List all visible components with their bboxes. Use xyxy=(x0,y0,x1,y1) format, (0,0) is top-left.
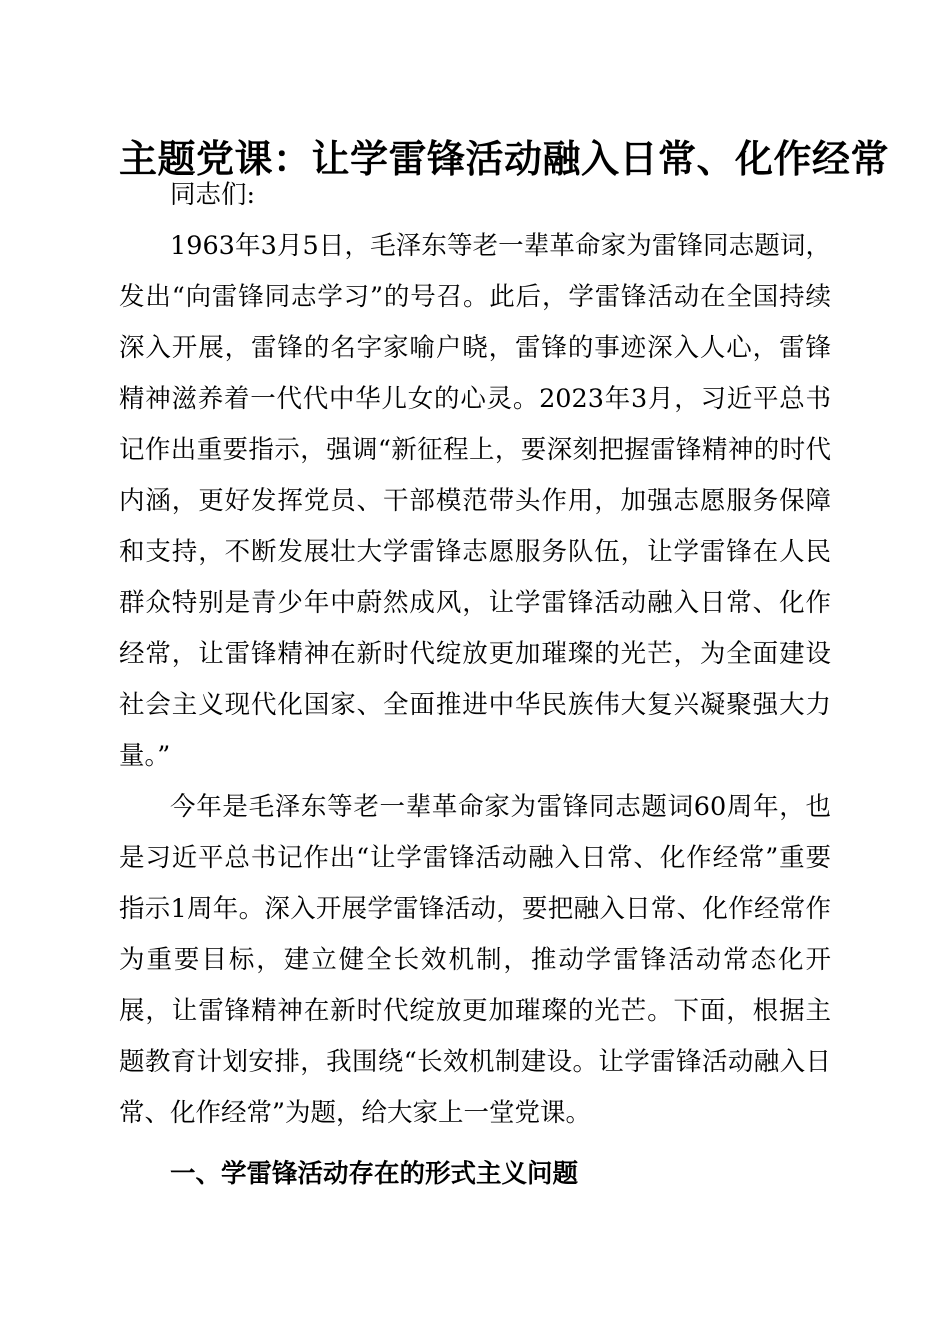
document-body xyxy=(119,170,831,1200)
document-title: 主题党课：让学雷锋活动融入日常、化作经常 xyxy=(119,136,890,181)
paragraph-2: 今年是毛泽东等老一辈革命家为雷锋同志题词60周年，也是习近平总书记作出“让学雷锋活动融入日常、化作经常”重要指示1周年。深入开展学雷锋活动，要把融入日常、化作经常作为重要目标，建立健全长效机制，推动学雷锋活动常态化开展，让雷锋精神在新时代绽放更加璀璨的光芒。下面，根据主题教育计划安排，我围绕“长效机制建设。让学雷锋活动融入日常、化作经常”为题，给大家上一堂党课。 xyxy=(119,792,831,1128)
section-heading: 一、学雷锋活动存在的形式主义问题 xyxy=(170,1159,579,1189)
paragraph-1: 1963年3月5日，毛泽东等老一辈革命家为雷锋同志题词，发出“向雷锋同志学习”的号召。此后，学雷锋活动在全国持续深入开展，雷锋的名字家喻户晓，雷锋的事迹深入人心，雷锋精神滋养着一代代中华儿女的心灵。2023年3月，习近平总书记作出重要指示，强调“新征程上，要深刻把握雷锋精神的时代内涵，更好发挥党员、干部模范带头作用，加强志愿服务保障和支持，不断发展壮大学雷锋志愿服务队伍，让学雷锋在人民群众特别是青少年中蔚然成风，让学雷锋活动融入日常、化作经常，让雷锋精神在新时代绽放更加璀璨的光芒，为全面建设社会主义现代化国家、全面推进中华民族伟大复兴凝聚强大力量。” xyxy=(119,231,831,771)
salutation: 同志们: xyxy=(170,180,256,210)
